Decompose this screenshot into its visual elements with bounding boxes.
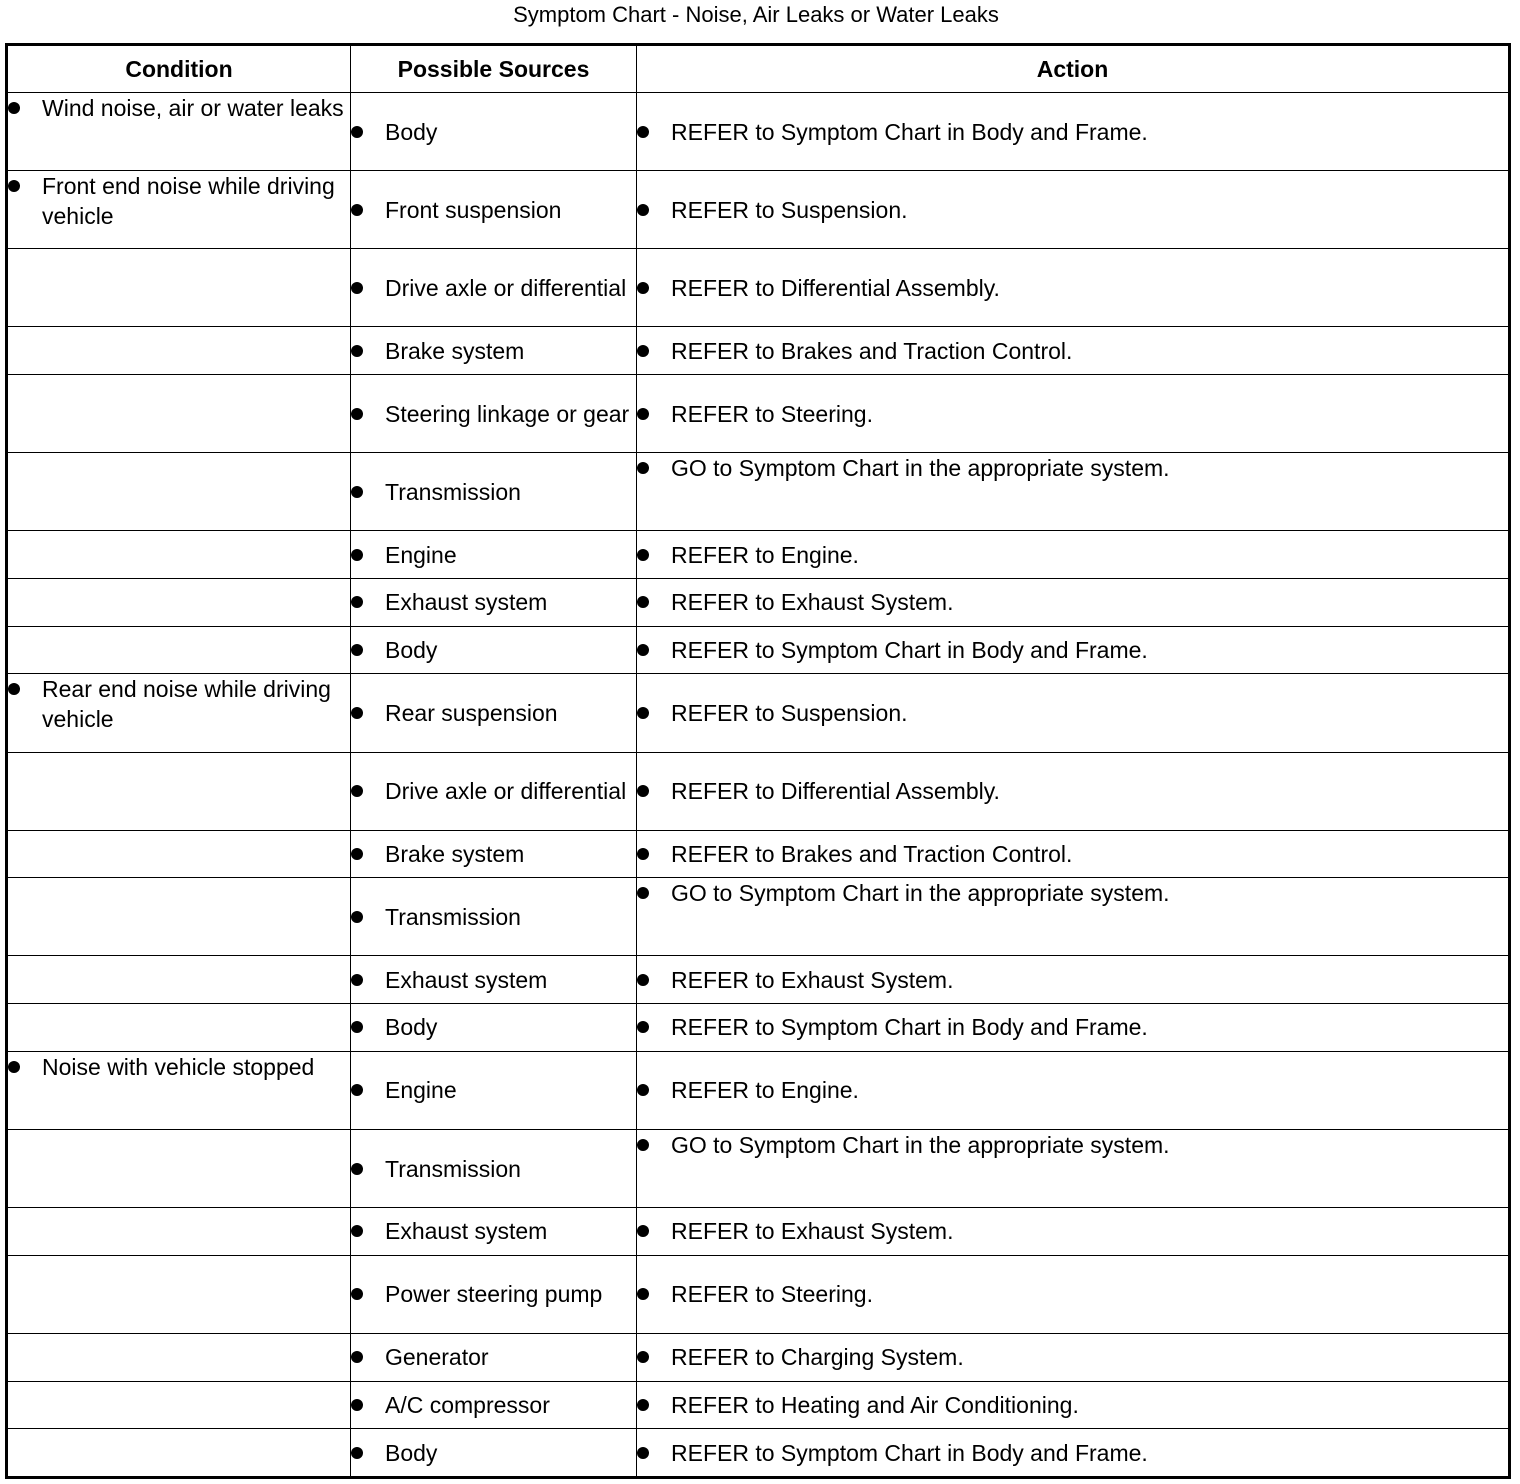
table-row <box>7 878 1510 956</box>
action-item <box>637 839 1508 869</box>
bullet-icon <box>637 282 649 294</box>
action-text: REFER to Engine. <box>671 541 859 568</box>
condition-cell <box>7 1333 351 1381</box>
condition-cell <box>7 375 351 453</box>
source-cell <box>351 626 637 674</box>
bullet-icon <box>351 1447 363 1459</box>
table-row <box>7 171 1510 249</box>
action-text: REFER to Symptom Chart in Body and Frame. <box>671 637 1148 664</box>
action-text: GO to Symptom Chart in the appropriate system. <box>671 455 1170 482</box>
action-item <box>637 1075 1508 1105</box>
bullet-icon <box>351 1163 363 1175</box>
action-cell <box>637 1004 1510 1052</box>
bullet-icon <box>637 974 649 986</box>
action-cell <box>637 249 1510 327</box>
source-item <box>351 965 636 995</box>
condition-item <box>8 674 350 734</box>
table-row <box>7 531 1510 579</box>
table-row <box>7 830 1510 878</box>
action-cell <box>637 830 1510 878</box>
condition-cell <box>7 674 351 752</box>
action-cell <box>637 752 1510 830</box>
bullet-icon <box>351 911 363 923</box>
action-cell <box>637 531 1510 579</box>
action-item <box>637 195 1508 225</box>
source-text: Body <box>385 118 438 145</box>
source-text: Drive axle or differential <box>385 274 627 301</box>
condition-cell <box>7 626 351 674</box>
action-cell <box>637 1381 1510 1429</box>
action-item <box>637 587 1508 617</box>
action-item <box>637 635 1508 665</box>
source-cell <box>351 1255 637 1333</box>
source-item <box>351 1012 636 1042</box>
condition-text: Noise with vehicle stopped <box>42 1053 315 1080</box>
bullet-icon <box>351 408 363 420</box>
bullet-icon <box>351 126 363 138</box>
table-row <box>7 1333 1510 1381</box>
table-row <box>7 674 1510 752</box>
table-row <box>7 626 1510 674</box>
condition-cell <box>7 830 351 878</box>
table-row <box>7 956 1510 1004</box>
source-text: Power steering pump <box>385 1281 603 1308</box>
bullet-icon <box>637 345 649 357</box>
bullet-icon <box>351 785 363 797</box>
condition-cell <box>7 752 351 830</box>
condition-text: Front end noise while driving vehicle <box>42 173 335 230</box>
condition-item <box>8 1052 350 1082</box>
table-header-row <box>7 45 1510 93</box>
condition-cell <box>7 1429 351 1478</box>
action-cell <box>637 579 1510 627</box>
action-text: REFER to Brakes and Traction Control. <box>671 337 1073 364</box>
source-cell <box>351 579 637 627</box>
action-text: REFER to Suspension. <box>671 196 908 223</box>
source-cell <box>351 171 637 249</box>
action-text: REFER to Differential Assembly. <box>671 778 1000 805</box>
action-text: REFER to Charging System. <box>671 1344 964 1371</box>
bullet-icon <box>637 462 649 474</box>
condition-cell <box>7 878 351 956</box>
source-item <box>351 1075 636 1105</box>
table-row <box>7 1051 1510 1129</box>
table-row <box>7 327 1510 375</box>
source-text: Body <box>385 1439 438 1466</box>
source-cell <box>351 375 637 453</box>
condition-cell <box>7 1004 351 1052</box>
source-cell <box>351 1429 637 1478</box>
action-cell <box>637 956 1510 1004</box>
bullet-icon <box>351 204 363 216</box>
condition-cell <box>7 93 351 171</box>
bullet-icon <box>351 596 363 608</box>
condition-cell <box>7 1129 351 1207</box>
source-item <box>351 1342 636 1372</box>
bullet-icon <box>637 1351 649 1363</box>
table-row <box>7 579 1510 627</box>
bullet-icon <box>637 644 649 656</box>
source-item <box>351 336 636 366</box>
action-item <box>637 698 1508 728</box>
action-text: REFER to Suspension. <box>671 699 908 726</box>
action-text: REFER to Symptom Chart in Body and Frame. <box>671 1014 1148 1041</box>
bullet-icon <box>637 887 649 899</box>
bullet-icon <box>8 180 20 192</box>
table-row <box>7 1429 1510 1478</box>
header-possible-sources: Possible Sources <box>351 45 637 93</box>
source-text: Exhaust system <box>385 589 548 616</box>
condition-cell <box>7 1208 351 1256</box>
bullet-icon <box>351 549 363 561</box>
bullet-icon <box>637 1399 649 1411</box>
bullet-icon <box>637 1084 649 1096</box>
action-cell <box>637 1255 1510 1333</box>
source-cell <box>351 531 637 579</box>
source-text: Transmission <box>385 1155 521 1182</box>
source-text: Exhaust system <box>385 1218 548 1245</box>
bullet-icon <box>637 126 649 138</box>
bullet-icon <box>351 282 363 294</box>
source-cell <box>351 878 637 956</box>
action-text: REFER to Heating and Air Conditioning. <box>671 1391 1079 1418</box>
condition-item <box>8 93 350 123</box>
condition-cell <box>7 579 351 627</box>
bullet-icon <box>637 1139 649 1151</box>
action-cell <box>637 1129 1510 1207</box>
source-text: Exhaust system <box>385 966 548 993</box>
table-row <box>7 453 1510 531</box>
source-item <box>351 1279 636 1309</box>
source-cell <box>351 1208 637 1256</box>
table-row <box>7 752 1510 830</box>
action-cell <box>637 878 1510 956</box>
bullet-icon <box>351 345 363 357</box>
bullet-icon <box>351 974 363 986</box>
action-item <box>637 273 1508 303</box>
header-condition: Condition <box>7 45 351 93</box>
source-item <box>351 1438 636 1468</box>
action-item <box>637 336 1508 366</box>
action-item <box>637 1279 1508 1309</box>
bullet-icon <box>8 683 20 695</box>
bullet-icon <box>8 102 20 114</box>
condition-text: Rear end noise while driving vehicle <box>42 676 331 733</box>
source-cell <box>351 830 637 878</box>
action-cell <box>637 1429 1510 1478</box>
source-item <box>351 635 636 665</box>
source-cell <box>351 1051 637 1129</box>
source-item <box>351 587 636 617</box>
table-body <box>7 93 1510 1478</box>
source-item <box>351 477 636 507</box>
action-text: REFER to Steering. <box>671 1281 873 1308</box>
source-item <box>351 399 636 429</box>
source-item <box>351 540 636 570</box>
source-cell <box>351 1004 637 1052</box>
action-item <box>637 117 1508 147</box>
table-row <box>7 1255 1510 1333</box>
source-text: Generator <box>385 1344 489 1371</box>
action-item <box>637 399 1508 429</box>
bullet-icon <box>351 707 363 719</box>
chart-title: Symptom Chart - Noise, Air Leaks or Water Leaks <box>513 2 999 27</box>
bullet-icon <box>637 707 649 719</box>
action-text: GO to Symptom Chart in the appropriate system. <box>671 880 1170 907</box>
condition-cell <box>7 249 351 327</box>
action-text: REFER to Engine. <box>671 1077 859 1104</box>
condition-text: Wind noise, air or water leaks <box>42 95 344 121</box>
source-item <box>351 1154 636 1184</box>
bullet-icon <box>351 1084 363 1096</box>
condition-item <box>8 171 350 231</box>
source-item <box>351 1390 636 1420</box>
condition-cell <box>7 171 351 249</box>
bullet-icon <box>637 1021 649 1033</box>
bullet-icon <box>637 596 649 608</box>
condition-cell <box>7 1051 351 1129</box>
bullet-icon <box>351 644 363 656</box>
source-text: Engine <box>385 1077 457 1104</box>
source-cell <box>351 1381 637 1429</box>
table-row <box>7 1129 1510 1207</box>
bullet-icon <box>637 785 649 797</box>
condition-cell <box>7 531 351 579</box>
action-item <box>637 453 1508 483</box>
action-item <box>637 1012 1508 1042</box>
source-text: A/C compressor <box>385 1391 550 1418</box>
bullet-icon <box>351 1021 363 1033</box>
source-item <box>351 195 636 225</box>
symptom-table <box>5 43 1511 1479</box>
condition-cell <box>7 453 351 531</box>
source-cell <box>351 674 637 752</box>
source-text: Brake system <box>385 840 525 867</box>
action-item <box>637 776 1508 806</box>
action-cell <box>637 1051 1510 1129</box>
action-cell <box>637 626 1510 674</box>
action-cell <box>637 453 1510 531</box>
source-text: Rear suspension <box>385 699 558 726</box>
action-cell <box>637 375 1510 453</box>
source-cell <box>351 956 637 1004</box>
source-item <box>351 117 636 147</box>
source-item <box>351 839 636 869</box>
bullet-icon <box>351 1288 363 1300</box>
action-cell <box>637 1333 1510 1381</box>
condition-cell <box>7 327 351 375</box>
source-item <box>351 698 636 728</box>
action-item <box>637 1130 1508 1160</box>
source-text: Transmission <box>385 903 521 930</box>
bullet-icon <box>351 1225 363 1237</box>
source-item <box>351 776 636 806</box>
header-action: Action <box>637 45 1510 93</box>
table-row <box>7 1004 1510 1052</box>
action-text: REFER to Exhaust System. <box>671 1218 954 1245</box>
bullet-icon <box>637 1447 649 1459</box>
source-item <box>351 1216 636 1246</box>
source-cell <box>351 752 637 830</box>
action-cell <box>637 674 1510 752</box>
action-text: REFER to Differential Assembly. <box>671 274 1000 301</box>
action-cell <box>637 171 1510 249</box>
action-text: REFER to Exhaust System. <box>671 589 954 616</box>
condition-cell <box>7 1255 351 1333</box>
bullet-icon <box>351 1351 363 1363</box>
bullet-icon <box>637 549 649 561</box>
action-item <box>637 1438 1508 1468</box>
action-cell <box>637 1208 1510 1256</box>
bullet-icon <box>351 486 363 498</box>
source-item <box>351 902 636 932</box>
action-text: REFER to Brakes and Traction Control. <box>671 840 1073 867</box>
bullet-icon <box>637 848 649 860</box>
action-cell <box>637 327 1510 375</box>
action-text: REFER to Symptom Chart in Body and Frame. <box>671 1439 1148 1466</box>
action-item <box>637 1216 1508 1246</box>
action-item <box>637 1390 1508 1420</box>
action-item <box>637 878 1508 908</box>
source-cell <box>351 1129 637 1207</box>
condition-cell <box>7 1381 351 1429</box>
table-row <box>7 249 1510 327</box>
source-cell <box>351 93 637 171</box>
source-cell <box>351 1333 637 1381</box>
bullet-icon <box>637 408 649 420</box>
source-text: Transmission <box>385 478 521 505</box>
table-row <box>7 375 1510 453</box>
bullet-icon <box>351 1399 363 1411</box>
table-row <box>7 1208 1510 1256</box>
condition-cell <box>7 956 351 1004</box>
source-cell <box>351 327 637 375</box>
source-text: Steering linkage or gear <box>385 400 630 427</box>
action-item <box>637 540 1508 570</box>
table-row <box>7 93 1510 171</box>
action-text: REFER to Exhaust System. <box>671 966 954 993</box>
action-text: GO to Symptom Chart in the appropriate system. <box>671 1131 1170 1158</box>
bullet-icon <box>637 1288 649 1300</box>
bullet-icon <box>8 1061 20 1073</box>
action-item <box>637 1342 1508 1372</box>
source-cell <box>351 453 637 531</box>
source-item <box>351 273 636 303</box>
source-cell <box>351 249 637 327</box>
source-text: Body <box>385 1014 438 1041</box>
action-text: REFER to Steering. <box>671 400 873 427</box>
bullet-icon <box>637 1225 649 1237</box>
action-cell <box>637 93 1510 171</box>
bullet-icon <box>351 848 363 860</box>
source-text: Drive axle or differential <box>385 778 627 805</box>
source-text: Front suspension <box>385 196 562 223</box>
source-text: Body <box>385 637 438 664</box>
bullet-icon <box>637 204 649 216</box>
table-row <box>7 1381 1510 1429</box>
source-text: Engine <box>385 541 457 568</box>
action-text: REFER to Symptom Chart in Body and Frame. <box>671 118 1148 145</box>
action-item <box>637 965 1508 995</box>
source-text: Brake system <box>385 337 525 364</box>
